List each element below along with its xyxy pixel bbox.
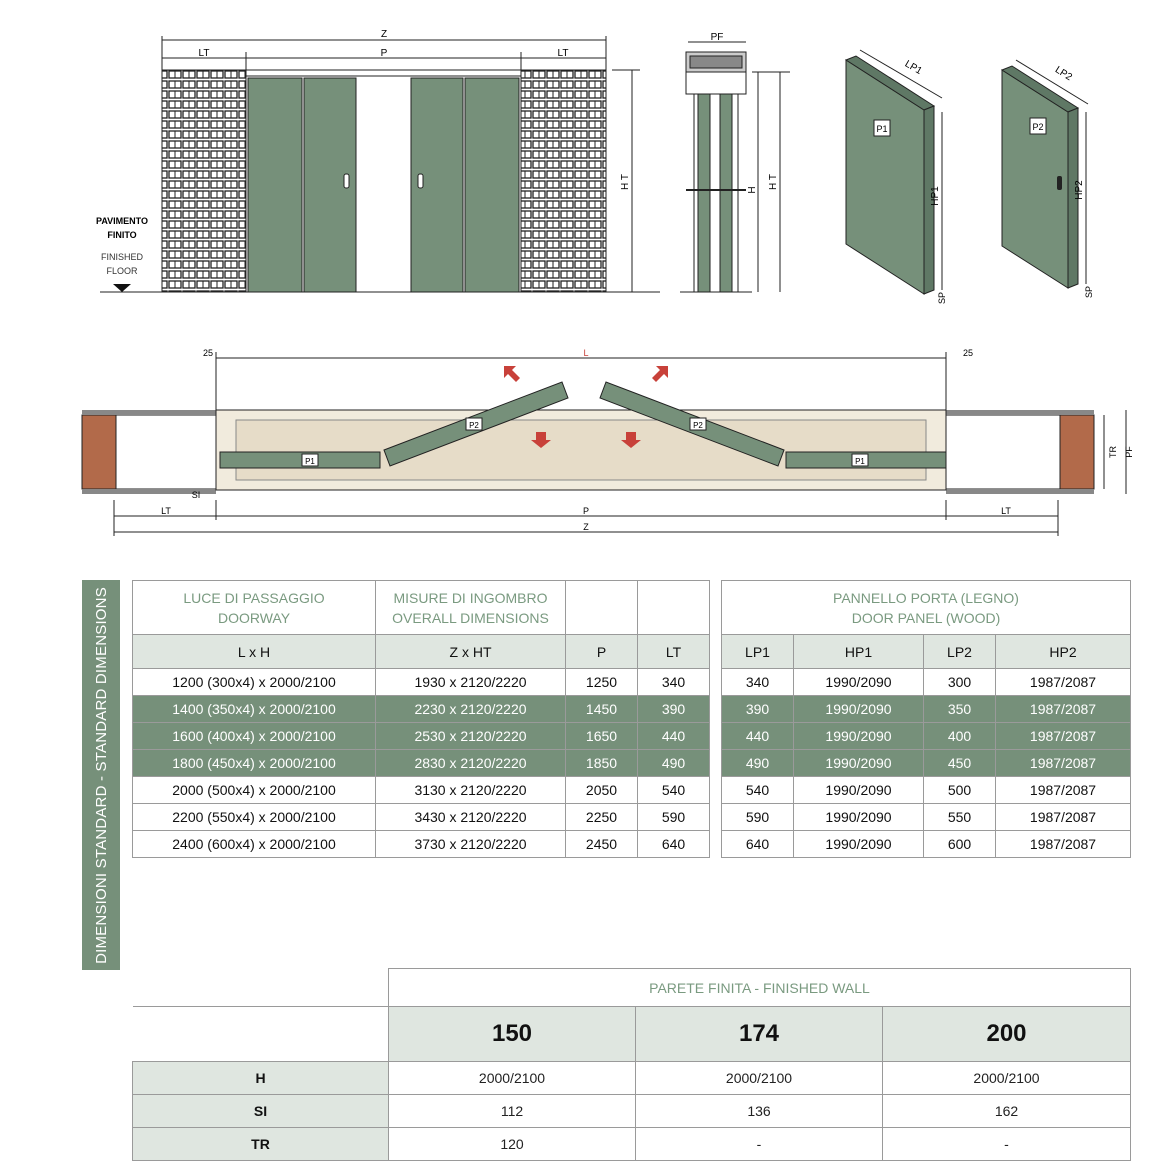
cell-hp2: 1987/2087	[996, 777, 1131, 804]
cell-lp2: 450	[924, 750, 996, 777]
floor-label-en-1: FINISHED	[100, 252, 144, 262]
cell-lxh: 1800 (450x4) x 2000/2100	[133, 750, 376, 777]
doorway-header-it: LUCE DI PASSAGGIO	[183, 589, 325, 606]
cell-lp1: 540	[722, 777, 794, 804]
col-header-lp1: LP1	[722, 635, 794, 669]
dim-label-lp2: LP2	[1052, 64, 1074, 84]
cell-hp2: 1987/2087	[996, 723, 1131, 750]
dim-label-25-left: 25	[202, 348, 214, 358]
cell-p: 1250	[566, 669, 638, 696]
cell-lt: 640	[638, 831, 710, 858]
panel-header-en: DOOR PANEL (WOOD)	[851, 609, 1001, 626]
dim-label-hp1: HP1	[930, 186, 941, 206]
cell-hp2: 1987/2087	[996, 696, 1131, 723]
table-row	[722, 696, 1131, 723]
cell-hp2: 1987/2087	[996, 669, 1131, 696]
door-panel-table	[721, 580, 1131, 858]
wall-brick-right	[521, 70, 606, 292]
cell-hp1: 1990/2090	[794, 777, 924, 804]
cell-lp1: 340	[722, 669, 794, 696]
cell-p: 1650	[566, 723, 638, 750]
cell-lxh: 2200 (550x4) x 2000/2100	[133, 804, 376, 831]
table-row	[133, 723, 710, 750]
door-handle-icon	[344, 174, 349, 188]
door-leaf-1	[248, 78, 302, 292]
dim-label-si: SI	[191, 490, 201, 500]
dim-label-h: H	[747, 186, 758, 194]
floor-label-en-2: FLOOR	[106, 266, 138, 276]
wall-col-174: 174	[636, 1007, 883, 1062]
row-label-si: SI	[133, 1095, 389, 1128]
cell-zht: 3430 x 2120/2220	[376, 804, 566, 831]
panel-header-it: PANNELLO PORTA (LEGNO)	[833, 589, 1019, 606]
cell-lp1: 440	[722, 723, 794, 750]
cell-value: 2000/2100	[389, 1062, 636, 1095]
cell-zht: 3730 x 2120/2220	[376, 831, 566, 858]
finished-wall-table	[132, 968, 1131, 1161]
plan-label-z: Z	[583, 522, 589, 532]
cell-lp2: 400	[924, 723, 996, 750]
cell-lxh: 1200 (300x4) x 2000/2100	[133, 669, 376, 696]
cell-lp2: 550	[924, 804, 996, 831]
row-label-tr: TR	[133, 1128, 389, 1161]
panel-p2-3d	[1002, 60, 1094, 298]
technical-drawings	[0, 0, 1156, 570]
table-row	[722, 804, 1131, 831]
cell-lxh: 1400 (350x4) x 2000/2100	[133, 696, 376, 723]
panel-p1-3d	[846, 50, 947, 304]
panel-p1-tag: P1	[876, 124, 888, 134]
wall-header: PARETE FINITA - FINISHED WALL	[389, 969, 1131, 1007]
cell-hp1: 1990/2090	[794, 750, 924, 777]
plan-label-lt-left: LT	[161, 506, 171, 516]
col-header-lp2: LP2	[924, 635, 996, 669]
cell-zht: 1930 x 2120/2220	[376, 669, 566, 696]
dim-label-ht: H T	[620, 174, 631, 190]
col-header-hp2: HP2	[996, 635, 1131, 669]
dim-label-l: L	[583, 348, 589, 358]
plan-tag-p1-left: P1	[305, 457, 315, 466]
table-row	[133, 669, 710, 696]
cell-value: 136	[636, 1095, 883, 1128]
dim-label-pf-plan: PF	[1124, 446, 1134, 458]
dim-label-sp-2: SP	[1084, 285, 1094, 299]
side-section	[680, 32, 790, 292]
col-header-lt: LT	[638, 635, 710, 669]
cell-p: 2050	[566, 777, 638, 804]
row-label-h: H	[133, 1062, 389, 1095]
cell-value: 2000/2100	[883, 1062, 1131, 1095]
dim-label-lp1: LP1	[902, 58, 924, 78]
plan-tag-p2-left: P2	[469, 421, 479, 430]
cell-value: -	[636, 1128, 883, 1161]
table-row	[722, 669, 1131, 696]
cell-lt: 490	[638, 750, 710, 777]
dim-label-hp2: HP2	[1074, 180, 1085, 200]
plan-label-p: P	[582, 506, 590, 516]
cell-p: 2450	[566, 831, 638, 858]
wood-wall-right	[1060, 415, 1094, 489]
cell-p: 1450	[566, 696, 638, 723]
dim-label-25-right: 25	[962, 348, 974, 358]
wall-col-200: 200	[883, 1007, 1131, 1062]
floor-label-it-2: FINITO	[107, 230, 137, 240]
table-row	[133, 1095, 1131, 1128]
cell-lp1: 390	[722, 696, 794, 723]
table-row	[722, 750, 1131, 777]
dim-label-lt-right: LT	[557, 48, 569, 59]
cell-lp2: 350	[924, 696, 996, 723]
table-row	[133, 777, 710, 804]
table-row	[722, 723, 1131, 750]
cell-hp2: 1987/2087	[996, 804, 1131, 831]
cell-lp1: 490	[722, 750, 794, 777]
cell-lp1: 590	[722, 804, 794, 831]
dim-label-sp-1: SP	[937, 291, 947, 305]
cell-p: 1850	[566, 750, 638, 777]
cell-zht: 3130 x 2120/2220	[376, 777, 566, 804]
table-row	[133, 1062, 1131, 1095]
cell-value: 2000/2100	[636, 1062, 883, 1095]
wall-col-150: 150	[389, 1007, 636, 1062]
cell-zht: 2830 x 2120/2220	[376, 750, 566, 777]
dim-label-p: P	[380, 48, 388, 59]
door-leaf-4	[465, 78, 519, 292]
table-row	[133, 1128, 1131, 1161]
floor-label-it-1: PAVIMENTO	[95, 216, 149, 226]
dim-label-ht-side: H T	[768, 174, 779, 190]
overall-header-en: OVERALL DIMENSIONS	[392, 609, 549, 626]
cell-lp2: 600	[924, 831, 996, 858]
cell-hp2: 1987/2087	[996, 831, 1131, 858]
door-handle-icon	[418, 174, 423, 188]
doorway-header-en: DOORWAY	[217, 609, 291, 626]
plan-label-lt-right: LT	[1001, 506, 1011, 516]
cell-hp1: 1990/2090	[794, 723, 924, 750]
overall-header	[376, 581, 566, 635]
dim-label-tr: TR	[1108, 446, 1118, 458]
cell-value: 112	[389, 1095, 636, 1128]
cell-lt: 540	[638, 777, 710, 804]
cell-lp1: 640	[722, 831, 794, 858]
table-row	[133, 831, 710, 858]
cell-lxh: 2000 (500x4) x 2000/2100	[133, 777, 376, 804]
section-panel-2	[720, 94, 732, 292]
cell-value: -	[883, 1128, 1131, 1161]
dim-label-pf: PF	[710, 32, 724, 43]
cell-lxh: 1600 (400x4) x 2000/2100	[133, 723, 376, 750]
cell-lxh: 2400 (600x4) x 2000/2100	[133, 831, 376, 858]
wood-wall-left	[82, 415, 116, 489]
cell-lt: 340	[638, 669, 710, 696]
doorway-header	[133, 581, 376, 635]
table-row	[133, 804, 710, 831]
cell-lp2: 300	[924, 669, 996, 696]
section-panel-1	[698, 94, 710, 292]
panel-header	[722, 581, 1131, 635]
plan-panel-p1-left	[220, 452, 380, 468]
front-elevation	[96, 29, 660, 292]
cell-zht: 2530 x 2120/2220	[376, 723, 566, 750]
cell-p: 2250	[566, 804, 638, 831]
dim-label-lt-left: LT	[198, 48, 210, 59]
cell-hp2: 1987/2087	[996, 750, 1131, 777]
plan-tag-p2-right: P2	[693, 421, 703, 430]
doorway-dimensions-table	[132, 580, 710, 858]
col-header-lxh: L x H	[133, 635, 376, 669]
table-row	[722, 777, 1131, 804]
plan-tag-p1-right: P1	[855, 457, 865, 466]
cell-lt: 390	[638, 696, 710, 723]
dim-label-z: Z	[380, 29, 388, 40]
overall-header-it: MISURE DI INGOMBRO	[393, 589, 548, 606]
col-header-zht: Z x HT	[376, 635, 566, 669]
plan-view	[82, 348, 1134, 536]
floor-arrow-icon	[113, 284, 131, 292]
cell-zht: 2230 x 2120/2220	[376, 696, 566, 723]
cell-lt: 590	[638, 804, 710, 831]
cell-hp1: 1990/2090	[794, 696, 924, 723]
panel-p2-tag: P2	[1032, 122, 1044, 132]
cell-value: 120	[389, 1128, 636, 1161]
wall-brick-left	[162, 70, 246, 292]
side-title-tab	[82, 580, 120, 970]
cell-value: 162	[883, 1095, 1131, 1128]
col-header-hp1: HP1	[794, 635, 924, 669]
side-title: DIMENSIONI STANDARD - STANDARD DIMENSIONS	[92, 586, 110, 964]
door-handle-icon	[1057, 176, 1062, 190]
cell-lt: 440	[638, 723, 710, 750]
cell-hp1: 1990/2090	[794, 669, 924, 696]
table-row	[133, 750, 710, 777]
cell-hp1: 1990/2090	[794, 831, 924, 858]
cell-hp1: 1990/2090	[794, 804, 924, 831]
col-header-p: P	[566, 635, 638, 669]
cell-lp2: 500	[924, 777, 996, 804]
table-row	[133, 696, 710, 723]
table-row	[722, 831, 1131, 858]
